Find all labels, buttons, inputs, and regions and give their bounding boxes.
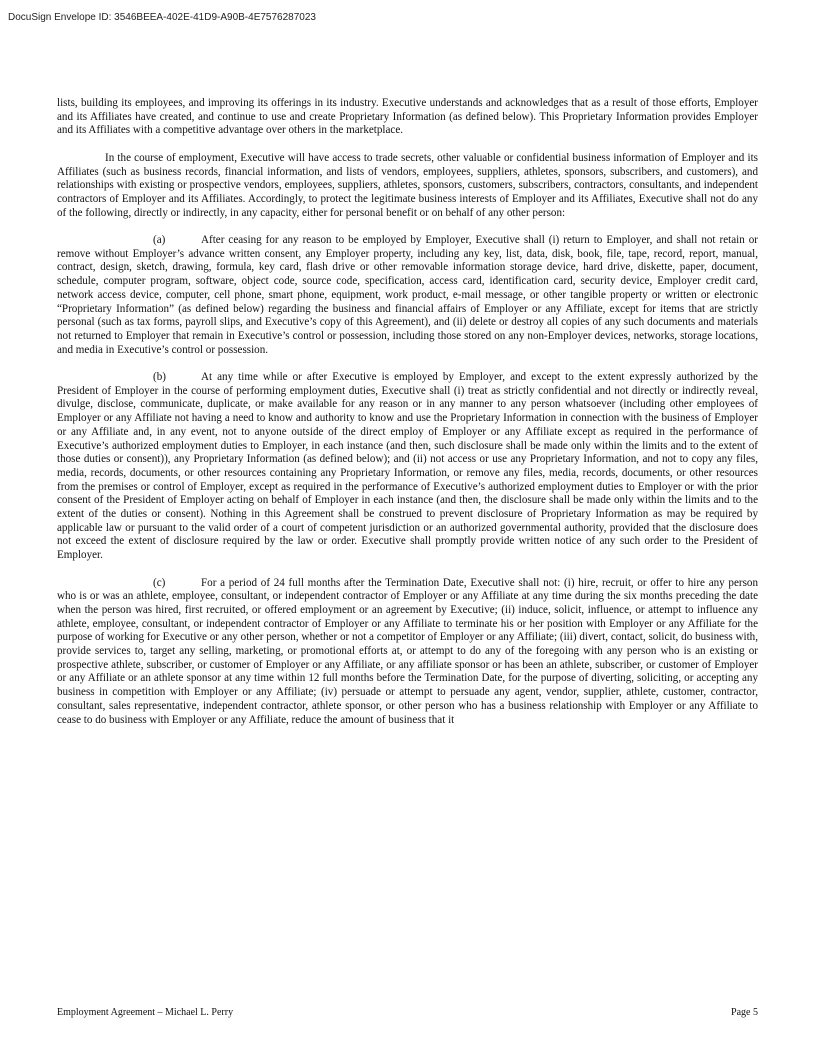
docusign-envelope-id: DocuSign Envelope ID: 3546BEEA-402E-41D9-A90B-4E7576287023 [8, 12, 316, 23]
clause-b-label: (b) [153, 371, 166, 384]
clause-a [57, 234, 758, 357]
footer-document-title: Employment Agreement – Michael L. Perry [57, 1007, 234, 1018]
clause-c-label: (c) [153, 576, 166, 589]
paragraph-proprietary-intro: In the course of employment, Executive will have access to trade secrets, other valuable or confidential business information of Employer and its Affiliates (such as business records, financial information, and lists of vendors, employees, suppliers, athletes, sponsors, subscribers, and customers), and relationships with existing or prospective vendors, employees, suppliers, athletes, sponsors, customers, subscribers, contractors, consultants, and independent contractors of Employer and its Affiliates. Accordingly, to protect the legitimate business interests of Employer and its Affiliates, Executive shall not do any of the following, directly or indirectly, in any capacity, either for personal benefit or on behalf of any other person: [57, 151, 758, 219]
clause-c [57, 577, 758, 728]
paragraph-continuation: lists, building its employees, and improving its offerings in its industry. Executive understands and acknowledges that as a result of those efforts, Employer and its Affiliates have created, and continue to use and create Proprietary Information (as defined below). This Proprietary Information provides Employer and its Affiliates with a competitive advantage over others in the marketplace. [57, 97, 758, 137]
page-footer [57, 1007, 758, 1018]
clause-a-text: After ceasing for any reason to be employed by Employer, Executive shall (i) return to Employer, and shall not retain or remove without Employer’s advance written consent, any Employer property, including any key, list, data, disk, book, file, tape, record, report, manual, contract, design, sketch, drawing, formula, key card, flash drive or other removable information storage device, hard drive, diskette, paper, document, schedule, computer program, software, object code, source code, specification, access card, identification card, security device, Employer credit card, network access device, computer, cell phone, smart phone, equipment, work product, e-mail message, or other tangible property or written or electronic “Proprietary Information” (as defined below) regarding the business and financial affairs of Employer or any Affiliate, except for items that are strictly personal (such as tax forms, payroll slips, and Executive’s copy of this Agreement), and (ii) delete or destroy all copies of any such documents and materials not returned to Employer that remain in Executive’s control or possession, including those stored on any non-Employer devices, networks, storage locations, and media in Executive’s control or possession. [57, 234, 758, 356]
clause-c-text: For a period of 24 full months after the Termination Date, Executive shall not: (i) hire, recruit, or offer to hire any person who is or was an athlete, employee, consultant, or independent contractor of Employer or any Affiliate at any time during the six months preceding the date when the person was hired, first recruited, or offered employment or an agreement by Executive; (ii) induce, solicit, influence, or attempt to influence any athlete, employee, consultant, or independent contractor of Employer or any Affiliate to terminate his or her position with Employer or any Affiliate for the purpose of working for Executive or any other person, whether or not a competitor of Employer or any Affiliate; (iii) divert, contact, solicit, do business with, provide services to, target any selling, marketing, or promotional efforts at, or attempt to do any of the foregoing with any person who is an existing or prospective athlete, subscriber, or customer of Employer or any Affiliate, or any affiliate sponsor or has been an athlete, subscriber, or customer of Employer or any Affiliate or an athlete sponsor at any time within 12 full months before the Termination Date, for the purpose of diverting, soliciting, or accepting any business in competition with Employer or any Affiliate; (iv) persuade or attempt to persuade any agent, vendor, supplier, athlete, customer, contractor, consultant, sales representative, independent contractor, athlete sponsor, or other person who has a business relationship with Employer or any Affiliate to cease to do business with Employer or any Affiliate, reduce the amount of business that it [57, 576, 758, 726]
footer-page-number: Page 5 [731, 1007, 758, 1018]
clause-b-text: At any time while or after Executive is employed by Employer, and except to the extent expressly authorized by the President of Employer in the course of performing employment duties, Executive shall (i) treat as strictly confidential and not directly or indirectly reveal, divulge, disclose, communicate, duplicate, or make available for any reason or in any manner to any person whatsoever (including other employees of Employer or any Affiliate not having a need to know and authority to know and use the Proprietary Information in connection with the business of Employer or any Affiliate and, in any event, not to anyone outside of the direct employ of Employer or any Affiliate except as required in the performance of Executive’s authorized employment duties to Employer, in each instance (and then, such disclosure shall be made only within the limits and to the extent of those duties or consent)), any Proprietary Information (as defined below); and (ii) not access or use any Proprietary Information, and not to copy any files, media, records, documents, or other resources containing any Proprietary Information, or remove any files, media, records, documents, or other resources from the premises or control of Employer, except as required in the performance of Executive’s authorized employment duties to Employer or with the prior consent of the President of Employer acting on behalf of Employer in each instance (and then, the disclosure shall be made only within the limits and to the extent of the duties or consent). Nothing in this Agreement shall be construed to prevent disclosure of Proprietary Information as may be required by applicable law or pursuant to the valid order of a court of competent jurisdiction or an authorized governmental authority, provided that the disclosure does not exceed the extent of disclosure required by the law or order. Executive shall promptly provide written notice of any such order to the President of Employer. [57, 371, 758, 562]
clause-b [57, 371, 758, 563]
document-body [57, 97, 758, 741]
clause-a-label: (a) [153, 234, 166, 246]
